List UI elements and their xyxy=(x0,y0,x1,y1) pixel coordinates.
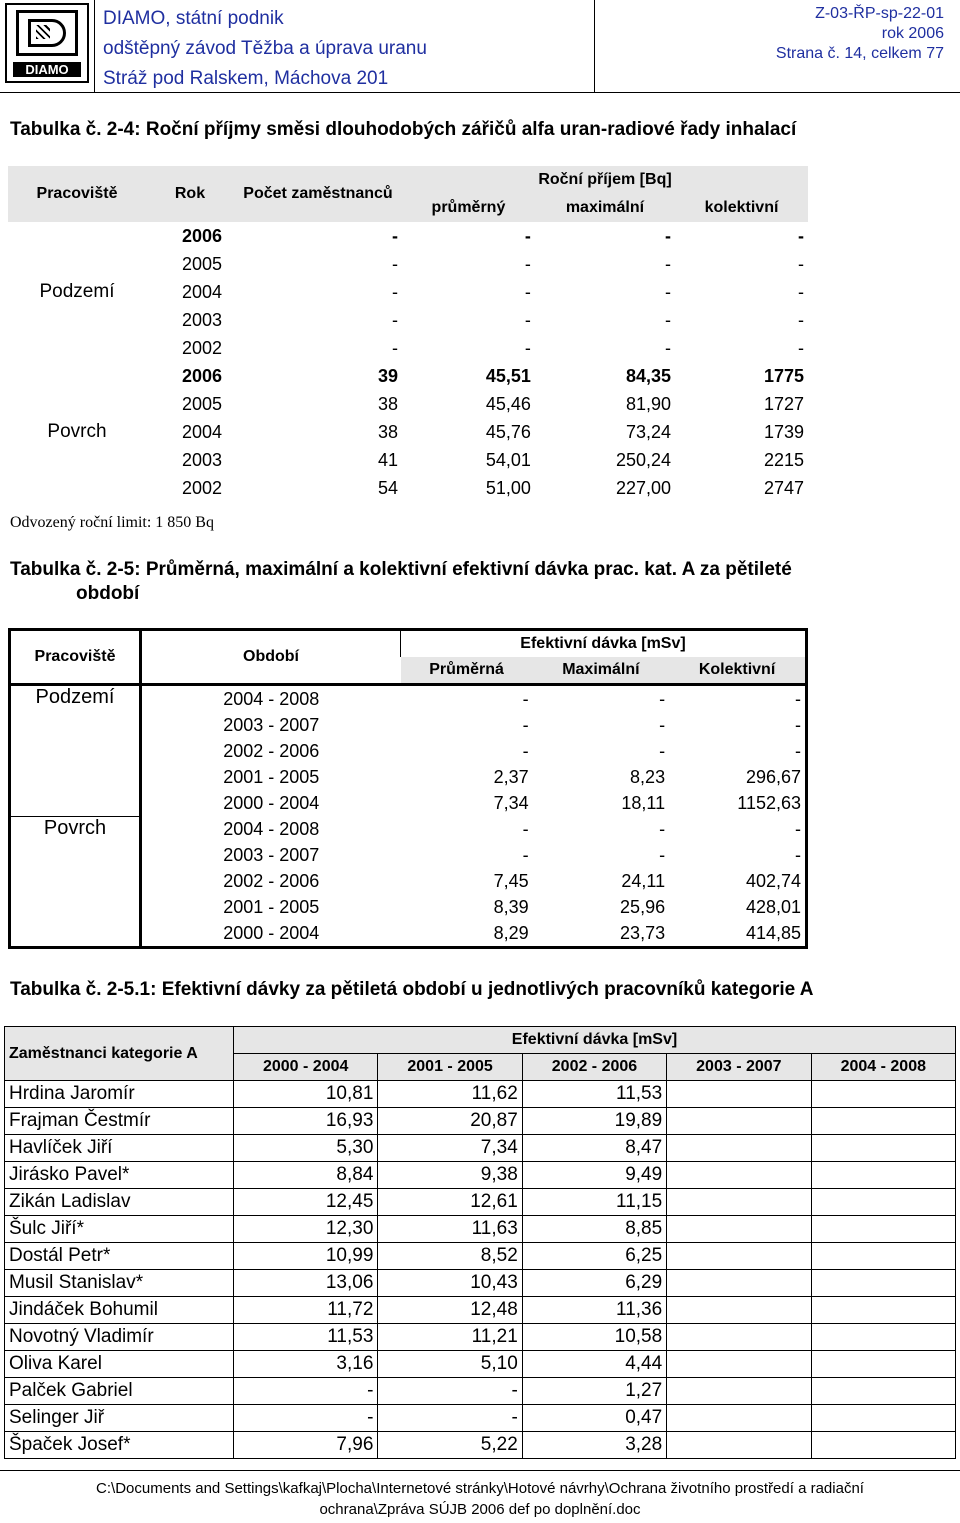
table-row xyxy=(5,1243,956,1270)
col-period: 2000 - 2004 xyxy=(234,1054,378,1081)
employee-name-cell: Hrdina Jaromír xyxy=(5,1081,234,1108)
max-cell: 24,11 xyxy=(621,870,666,891)
dose-cell: 12,45 xyxy=(234,1189,378,1216)
collective-cell: 1727 xyxy=(763,393,804,414)
table-row xyxy=(10,816,807,842)
dose-cell xyxy=(811,1189,955,1216)
dose-cell: 5,30 xyxy=(234,1135,378,1162)
collective-cell: 414,85 xyxy=(745,922,801,943)
max-cell: 25,96 xyxy=(620,896,666,917)
table1-note: Odvozený roční limit: 1 850 Bq xyxy=(10,514,214,531)
avg-cell: - xyxy=(522,740,529,761)
dose-cell: 10,58 xyxy=(522,1324,666,1351)
dose-cell xyxy=(667,1081,811,1108)
dose-cell xyxy=(667,1243,811,1270)
dose-cell: 9,38 xyxy=(378,1162,522,1189)
col-collective: Kolektivní xyxy=(669,657,806,685)
table-row xyxy=(5,1081,956,1108)
year-cell: 2005 xyxy=(181,393,222,414)
dose-cell xyxy=(667,1270,811,1297)
table-row xyxy=(5,1351,956,1378)
dose-cell: 11,72 xyxy=(234,1297,378,1324)
avg-cell: - xyxy=(524,225,531,246)
employee-name-cell: Oliva Karel xyxy=(5,1351,234,1378)
dose-cell: 8,85 xyxy=(522,1216,666,1243)
period-cell: 2002 - 2006 xyxy=(223,740,320,761)
document-info xyxy=(776,4,944,64)
col-year: Rok xyxy=(174,185,206,202)
collective-cell: - xyxy=(795,688,801,709)
logo-mark-icon xyxy=(16,10,78,56)
dose-cell: 9,49 xyxy=(522,1162,666,1189)
col-workplace: Pracoviště xyxy=(36,185,118,202)
period-cell: 2002 - 2006 xyxy=(223,870,320,891)
col-employees: Zaměstnanci kategorie A xyxy=(5,1027,234,1081)
dose-table xyxy=(8,628,808,949)
dose-cell xyxy=(667,1162,811,1189)
year-cell: 2004 xyxy=(181,281,222,302)
collective-cell: - xyxy=(795,818,801,839)
dose-cell: 13,06 xyxy=(234,1270,378,1297)
avg-cell: - xyxy=(522,688,529,709)
period-cell: 2001 - 2005 xyxy=(223,766,320,787)
employees-cell: - xyxy=(392,253,398,274)
avg-cell: 8,39 xyxy=(493,896,529,917)
workplace-cell: Podzemí xyxy=(39,281,115,302)
intake-table xyxy=(8,166,808,502)
year-cell: 2003 xyxy=(181,309,222,330)
employee-name-cell: Dostál Petr* xyxy=(5,1243,234,1270)
dose-cell: 4,44 xyxy=(522,1351,666,1378)
workplace-cell: Podzemí xyxy=(10,685,141,817)
employee-name-cell: Jirásko Pavel* xyxy=(5,1162,234,1189)
dose-cell xyxy=(811,1378,955,1405)
avg-cell: 54,01 xyxy=(485,449,531,470)
dose-cell: 6,29 xyxy=(522,1270,666,1297)
dose-cell: 11,15 xyxy=(522,1189,666,1216)
employees-cell: 54 xyxy=(377,477,398,498)
dose-cell xyxy=(811,1243,955,1270)
dose-cell: - xyxy=(234,1378,378,1405)
dose-cell xyxy=(667,1405,811,1432)
avg-cell: 45,46 xyxy=(485,393,531,414)
dose-cell xyxy=(667,1108,811,1135)
employee-name-cell: Šulc Jiří* xyxy=(5,1216,234,1243)
dose-cell xyxy=(811,1135,955,1162)
collective-cell: - xyxy=(798,253,804,274)
collective-cell: - xyxy=(798,337,804,358)
table-row xyxy=(5,1270,956,1297)
employee-name-cell: Musil Stanislav* xyxy=(5,1270,234,1297)
col-period: 2002 - 2006 xyxy=(522,1054,666,1081)
footer-line-1: C:\Documents and Settings\kafkaj\Plocha\Internetové stránky\Hotové návrhy\Ochrana životního prostředí a radiační xyxy=(96,1480,864,1497)
table-row xyxy=(5,1135,956,1162)
max-cell: - xyxy=(665,253,672,274)
dose-cell xyxy=(667,1378,811,1405)
dose-cell: 12,48 xyxy=(378,1297,522,1324)
org-line-3: Stráž pod Ralskem, Máchova 201 xyxy=(103,68,389,89)
dose-cell xyxy=(811,1216,955,1243)
col-period: 2004 - 2008 xyxy=(811,1054,955,1081)
table3-caption: Tabulka č. 2-5.1: Efektivní dávky za pětiletá období u jednotlivých pracovníků kategorie A xyxy=(10,979,814,1000)
dose-cell: - xyxy=(378,1378,522,1405)
collective-cell: 1152,63 xyxy=(737,792,801,813)
table-row xyxy=(5,1108,956,1135)
col-collective: kolektivní xyxy=(704,199,779,216)
table2-caption-line-2: období xyxy=(76,583,140,604)
collective-cell: 1739 xyxy=(763,421,804,442)
dose-cell xyxy=(667,1297,811,1324)
dose-cell: 8,84 xyxy=(234,1162,378,1189)
dose-cell: 6,25 xyxy=(522,1243,666,1270)
dose-cell: 5,22 xyxy=(378,1432,522,1459)
dose-cell: 19,89 xyxy=(522,1108,666,1135)
collective-cell: 2747 xyxy=(763,477,804,498)
collective-cell: - xyxy=(795,714,801,735)
year-cell: 2004 xyxy=(181,421,222,442)
table-row xyxy=(5,1378,956,1405)
year-cell: 2006 xyxy=(181,225,222,246)
doc-page: Strana č. 14, celkem 77 xyxy=(775,45,944,62)
dose-cell: 0,47 xyxy=(522,1405,666,1432)
workplace-cell: Povrch xyxy=(47,421,107,442)
dose-cell xyxy=(811,1270,955,1297)
year-cell: 2006 xyxy=(181,365,222,386)
employees-cell: - xyxy=(392,337,398,358)
period-cell: 2004 - 2008 xyxy=(223,688,320,709)
table2-caption xyxy=(10,558,792,606)
dose-cell: 10,99 xyxy=(234,1243,378,1270)
dose-cell xyxy=(667,1324,811,1351)
avg-cell: 7,45 xyxy=(493,870,529,891)
period-cell: 2004 - 2008 xyxy=(223,818,320,839)
period-cell: 2000 - 2004 xyxy=(223,792,320,813)
table-row xyxy=(8,362,808,390)
dose-cell xyxy=(811,1405,955,1432)
dose-cell xyxy=(811,1108,955,1135)
col-period: 2003 - 2007 xyxy=(667,1054,811,1081)
max-cell: - xyxy=(659,714,666,735)
max-cell: 73,24 xyxy=(626,421,672,442)
dose-cell: 16,93 xyxy=(234,1108,378,1135)
table-row xyxy=(5,1162,956,1189)
page-header xyxy=(0,0,960,92)
collective-cell: 1775 xyxy=(763,365,804,386)
employees-cell: - xyxy=(392,225,398,246)
col-workplace: Pracoviště xyxy=(10,630,141,685)
max-cell: - xyxy=(665,281,672,302)
dose-cell xyxy=(811,1081,955,1108)
col-employees: Počet zaměstnanců xyxy=(243,185,393,202)
employee-dose-table xyxy=(4,1026,956,1459)
employees-cell: - xyxy=(392,309,398,330)
collective-cell: 2215 xyxy=(763,449,804,470)
collective-cell: - xyxy=(795,844,801,865)
diamo-logo xyxy=(5,3,89,83)
max-cell: - xyxy=(659,688,666,709)
col-intake: Roční příjem [Bq] xyxy=(538,171,672,188)
max-cell: - xyxy=(659,740,666,761)
employee-name-cell: Jindáček Bohumil xyxy=(5,1297,234,1324)
dose-cell: - xyxy=(378,1405,522,1432)
dose-cell: 10,43 xyxy=(378,1270,522,1297)
dose-cell: 7,96 xyxy=(234,1432,378,1459)
max-cell: - xyxy=(665,225,672,246)
organization-block xyxy=(103,4,427,94)
file-path-footer xyxy=(0,1478,960,1520)
doc-code: Z-03-ŘP-sp-22-01 xyxy=(815,5,944,22)
dose-cell xyxy=(811,1432,955,1459)
max-cell: - xyxy=(659,818,666,839)
avg-cell: 51,00 xyxy=(485,477,531,498)
year-cell: 2003 xyxy=(181,449,222,470)
dose-cell: 5,10 xyxy=(378,1351,522,1378)
dose-cell xyxy=(667,1432,811,1459)
table-row xyxy=(5,1324,956,1351)
table-row xyxy=(10,685,807,713)
table2-caption-line-1: Tabulka č. 2-5: Průměrná, maximální a kolektivní efektivní dávka prac. kat. A za pětileté xyxy=(10,559,792,580)
employee-name-cell: Novotný Vladimír xyxy=(5,1324,234,1351)
avg-cell: - xyxy=(524,337,531,358)
org-line-1: DIAMO, státní podnik xyxy=(103,8,284,29)
max-cell: 8,23 xyxy=(630,766,666,787)
avg-cell: - xyxy=(522,844,529,865)
max-cell: - xyxy=(665,309,672,330)
avg-cell: - xyxy=(522,818,529,839)
table1-caption: Tabulka č. 2-4: Roční příjmy směsi dlouhodobých zářičů alfa uran-radiové řady inhalací xyxy=(10,119,797,140)
employees-cell: 41 xyxy=(377,449,398,470)
period-cell: 2001 - 2005 xyxy=(223,896,320,917)
employee-name-cell: Špaček Josef* xyxy=(5,1432,234,1459)
avg-cell: 7,34 xyxy=(493,792,529,813)
employees-cell: 38 xyxy=(377,393,398,414)
col-dose: Efektivní dávka [mSv] xyxy=(234,1027,956,1054)
col-avg: Průměrná xyxy=(401,657,533,685)
year-cell: 2005 xyxy=(181,253,222,274)
dose-cell: 3,16 xyxy=(234,1351,378,1378)
dose-cell: 8,52 xyxy=(378,1243,522,1270)
dose-cell: 11,53 xyxy=(234,1324,378,1351)
dose-cell: 11,53 xyxy=(522,1081,666,1108)
max-cell: - xyxy=(659,844,666,865)
period-cell: 2003 - 2007 xyxy=(223,714,320,735)
dose-cell xyxy=(811,1162,955,1189)
dose-cell: 20,87 xyxy=(378,1108,522,1135)
collective-cell: - xyxy=(798,225,804,246)
dose-cell xyxy=(667,1351,811,1378)
logo-text: DIAMO xyxy=(13,62,81,77)
dose-cell: 11,21 xyxy=(378,1324,522,1351)
employee-name-cell: Palček Gabriel xyxy=(5,1378,234,1405)
avg-cell: 2,37 xyxy=(493,766,529,787)
max-cell: 23,73 xyxy=(620,922,666,943)
max-cell: 227,00 xyxy=(615,477,672,498)
employees-cell: - xyxy=(392,281,398,302)
employees-cell: 38 xyxy=(377,421,398,442)
dose-cell: 1,27 xyxy=(522,1378,666,1405)
table-row xyxy=(5,1216,956,1243)
avg-cell: - xyxy=(524,281,531,302)
year-cell: 2002 xyxy=(181,477,222,498)
dose-cell: 12,30 xyxy=(234,1216,378,1243)
col-avg: průměrný xyxy=(431,199,506,216)
dose-cell: 10,81 xyxy=(234,1081,378,1108)
dose-cell xyxy=(667,1189,811,1216)
period-cell: 2000 - 2004 xyxy=(223,922,320,943)
dose-cell: 8,47 xyxy=(522,1135,666,1162)
max-cell: - xyxy=(665,337,672,358)
col-max: Maximální xyxy=(533,657,669,685)
avg-cell: 45,76 xyxy=(485,421,531,442)
table-row xyxy=(5,1432,956,1459)
year-cell: 2002 xyxy=(181,337,222,358)
workplace-cell: Povrch xyxy=(10,816,141,948)
avg-cell: - xyxy=(522,714,529,735)
table-row xyxy=(8,222,808,250)
dose-cell xyxy=(811,1324,955,1351)
avg-cell: - xyxy=(524,309,531,330)
col-period: Období xyxy=(141,630,401,685)
doc-year: rok 2006 xyxy=(881,25,944,42)
col-max: maximální xyxy=(565,199,645,216)
col-period: 2001 - 2005 xyxy=(378,1054,522,1081)
table-row xyxy=(5,1189,956,1216)
employee-name-cell: Zikán Ladislav xyxy=(5,1189,234,1216)
period-cell: 2003 - 2007 xyxy=(223,844,320,865)
max-cell: 18,11 xyxy=(621,792,666,813)
max-cell: 84,35 xyxy=(626,365,672,386)
collective-cell: - xyxy=(798,281,804,302)
collective-cell: 296,67 xyxy=(745,766,801,787)
col-dose: Efektivní dávka [mSv] xyxy=(401,630,807,658)
max-cell: 81,90 xyxy=(626,393,672,414)
dose-cell xyxy=(667,1135,811,1162)
dose-cell xyxy=(811,1297,955,1324)
dose-cell: - xyxy=(234,1405,378,1432)
table-row xyxy=(5,1405,956,1432)
employees-cell: 39 xyxy=(377,365,398,386)
collective-cell: 428,01 xyxy=(745,896,801,917)
dose-cell: 12,61 xyxy=(378,1189,522,1216)
avg-cell: - xyxy=(524,253,531,274)
dose-cell xyxy=(811,1351,955,1378)
dose-cell: 11,62 xyxy=(378,1081,522,1108)
employee-name-cell: Selinger Jiř xyxy=(5,1405,234,1432)
collective-cell: - xyxy=(798,309,804,330)
dose-cell: 11,63 xyxy=(378,1216,522,1243)
dose-cell: 7,34 xyxy=(378,1135,522,1162)
avg-cell: 8,29 xyxy=(493,922,529,943)
footer-line-2: ochrana\Zpráva SÚJB 2006 def po doplnění.doc xyxy=(319,1501,641,1518)
dose-cell xyxy=(667,1216,811,1243)
dose-cell: 11,36 xyxy=(522,1297,666,1324)
dose-cell: 3,28 xyxy=(522,1432,666,1459)
avg-cell: 45,51 xyxy=(485,365,531,386)
employee-name-cell: Havlíček Jiří xyxy=(5,1135,234,1162)
max-cell: 250,24 xyxy=(615,449,672,470)
table-row xyxy=(5,1297,956,1324)
org-line-2: odštěpný závod Těžba a úprava uranu xyxy=(103,38,427,59)
employee-name-cell: Frajman Čestmír xyxy=(5,1108,234,1135)
collective-cell: 402,74 xyxy=(745,870,801,891)
collective-cell: - xyxy=(795,740,801,761)
